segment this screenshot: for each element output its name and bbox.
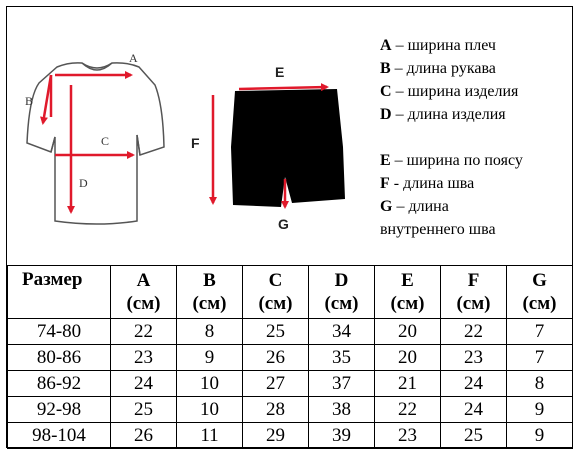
cell-value: 26 [111,423,177,449]
label-f: F [191,135,200,151]
cell-value: 25 [243,319,309,345]
cell-size: 74-80 [8,319,111,345]
cell-value: 9 [177,345,243,371]
cell-value: 23 [441,345,507,371]
measurement-legend [380,34,523,241]
cell-value: 27 [243,371,309,397]
legend-item-e: E – ширина по поясу [380,152,523,169]
cell-size: 98-104 [8,423,111,449]
legend-item-c: C – ширина изделия [380,83,519,100]
header-e: E (см) [375,266,441,319]
cell-value: 22 [111,319,177,345]
label-a: A [129,51,138,65]
header-d: D (см) [309,266,375,319]
header-g: G (см) [507,266,573,319]
shorts-drawing [231,89,345,207]
cell-value: 10 [177,397,243,423]
tshirt-drawing [27,63,164,224]
cell-value: 24 [111,371,177,397]
legend-item-g-cont: внутреннего шва [380,221,496,238]
header-a: A (см) [111,266,177,319]
table-row [8,397,573,423]
cell-value: 24 [441,371,507,397]
cell-value: 7 [507,319,573,345]
cell-value: 26 [243,345,309,371]
cell-size: 86-92 [8,371,111,397]
header-size: Размер [8,266,111,319]
cell-value: 35 [309,345,375,371]
cell-value: 23 [111,345,177,371]
cell-value: 22 [375,397,441,423]
table-header-row [8,266,573,319]
cell-value: 25 [441,423,507,449]
label-e: E [275,64,285,80]
size-table [7,265,573,449]
legend-item-a: A – ширина плеч [380,37,496,54]
legend-item-f: F - длина шва [380,175,475,192]
cell-value: 25 [111,397,177,423]
cell-value: 37 [309,371,375,397]
cell-value: 24 [441,397,507,423]
cell-value: 10 [177,371,243,397]
table-row [8,319,573,345]
cell-value: 39 [309,423,375,449]
header-c: C (см) [243,266,309,319]
cell-size: 92-98 [8,397,111,423]
cell-value: 34 [309,319,375,345]
label-g: G [278,216,289,232]
cell-value: 8 [177,319,243,345]
cell-value: 20 [375,345,441,371]
cell-value: 11 [177,423,243,449]
label-d: D [79,176,88,190]
cell-value: 9 [507,423,573,449]
cell-value: 28 [243,397,309,423]
header-f: F (см) [441,266,507,319]
label-b: B [25,94,34,108]
legend-item-d: D – длина изделия [380,106,506,123]
cell-value: 20 [375,319,441,345]
cell-size: 80-86 [8,345,111,371]
table-row [8,423,573,449]
legend-item-g: G – длина [380,198,449,215]
cell-value: 22 [441,319,507,345]
header-b: B (см) [177,266,243,319]
table-row [8,345,573,371]
legend-item-b: B – длина рукава [380,60,496,77]
cell-value: 29 [243,423,309,449]
cell-value: 38 [309,397,375,423]
legend-spacer [380,126,523,149]
cell-value: 23 [375,423,441,449]
table-row [8,371,573,397]
cell-value: 21 [375,371,441,397]
cell-value: 8 [507,371,573,397]
cell-value: 9 [507,397,573,423]
label-c: C [101,134,110,148]
cell-value: 7 [507,345,573,371]
